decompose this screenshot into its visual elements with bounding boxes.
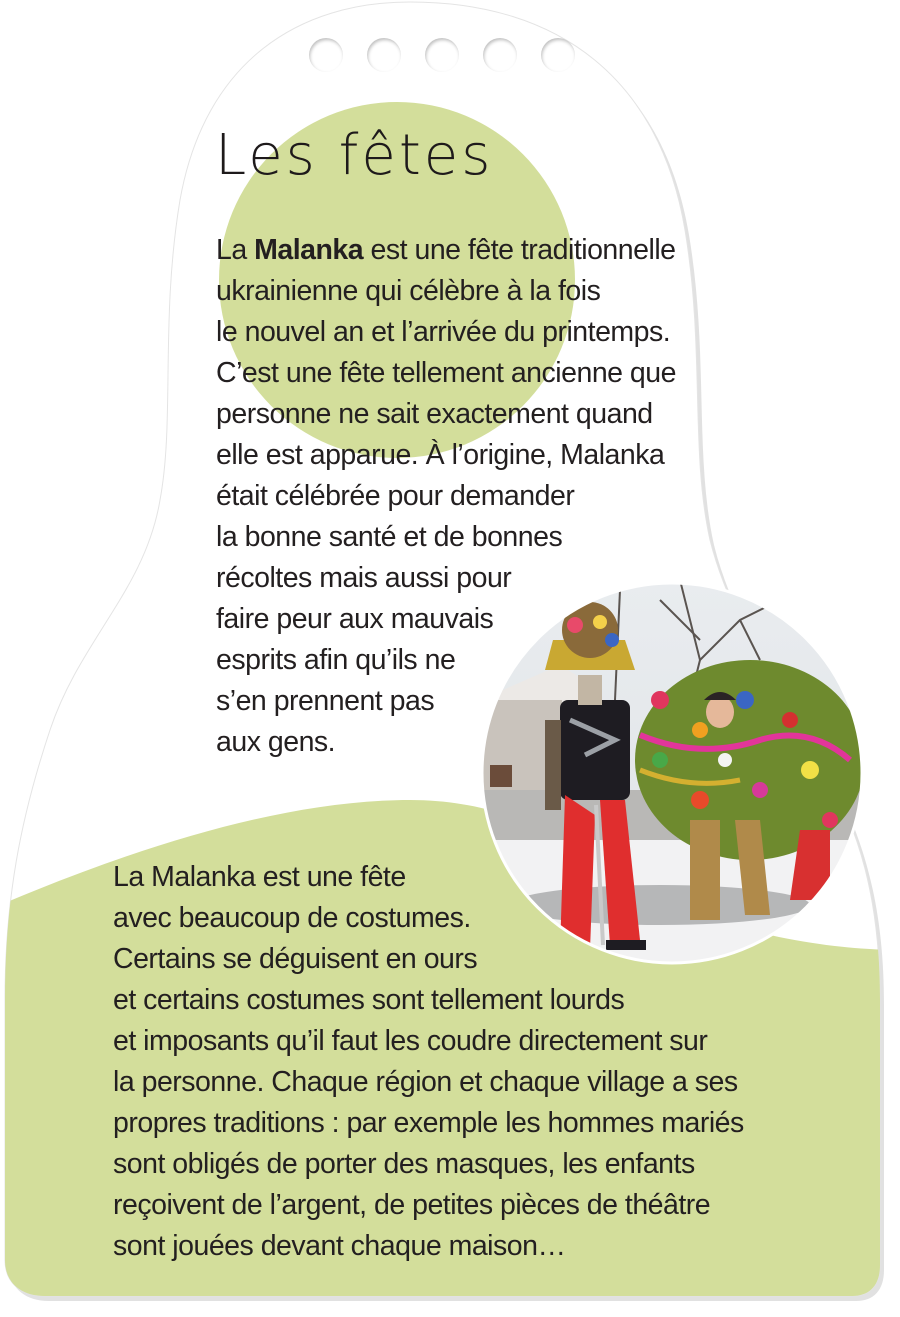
paragraph-line: personne ne sait exactement quand: [216, 398, 653, 430]
paragraph-line: ukrainienne qui célèbre à la fois: [216, 275, 601, 307]
paragraph-line: reçoivent de l’argent, de petites pièces de théâtre: [113, 1189, 711, 1221]
paragraph-line: [216, 230, 676, 271]
paragraph-line: avec beaucoup de costumes.: [113, 902, 471, 934]
punch-hole-2: [367, 38, 401, 72]
paragraph-line: esprits afin qu’ils ne: [216, 644, 456, 676]
punch-hole-4: [483, 38, 517, 72]
text-fragment: est une fête traditionnelle: [363, 234, 676, 266]
paragraph-line: elle est apparue. À l’origine, Malanka: [216, 439, 665, 471]
bold-term: Malanka: [254, 234, 364, 266]
text-fragment: La: [216, 234, 255, 266]
paragraph-line: et certains costumes sont tellement lourds: [113, 984, 625, 1016]
paragraph-line: aux gens.: [216, 726, 336, 758]
paragraph-line: récoltes mais aussi pour: [216, 562, 512, 594]
punch-hole-1: [309, 38, 343, 72]
page-title: Les fêtes: [215, 123, 494, 188]
paragraph-line: C’est une fête tellement ancienne que: [216, 357, 676, 389]
paragraph-malanka-costumes: [113, 857, 744, 1267]
paragraph-line: La Malanka est une fête: [113, 861, 406, 893]
paragraph-line: Certains se déguisent en ours: [113, 943, 478, 975]
paragraph-line: faire peur aux mauvais: [216, 603, 494, 635]
paragraph-line: propres traditions : par exemple les hommes mariés: [113, 1107, 744, 1139]
punch-hole-5: [541, 38, 575, 72]
paragraph-line: le nouvel an et l’arrivée du printemps.: [216, 316, 671, 348]
paragraph-line: la bonne santé et de bonnes: [216, 521, 563, 553]
paragraph-line: et imposants qu’il faut les coudre directement sur: [113, 1025, 708, 1057]
paragraph-line: s’en prennent pas: [216, 685, 435, 717]
paragraph-malanka-intro: [216, 230, 676, 763]
paragraph-line: sont obligés de porter des masques, les enfants: [113, 1148, 695, 1180]
punch-hole-3: [425, 38, 459, 72]
paragraph-line: était célébrée pour demander: [216, 480, 575, 512]
paragraph-line: sont jouées devant chaque maison…: [113, 1230, 566, 1262]
paragraph-line: la personne. Chaque région et chaque village a ses: [113, 1066, 738, 1098]
